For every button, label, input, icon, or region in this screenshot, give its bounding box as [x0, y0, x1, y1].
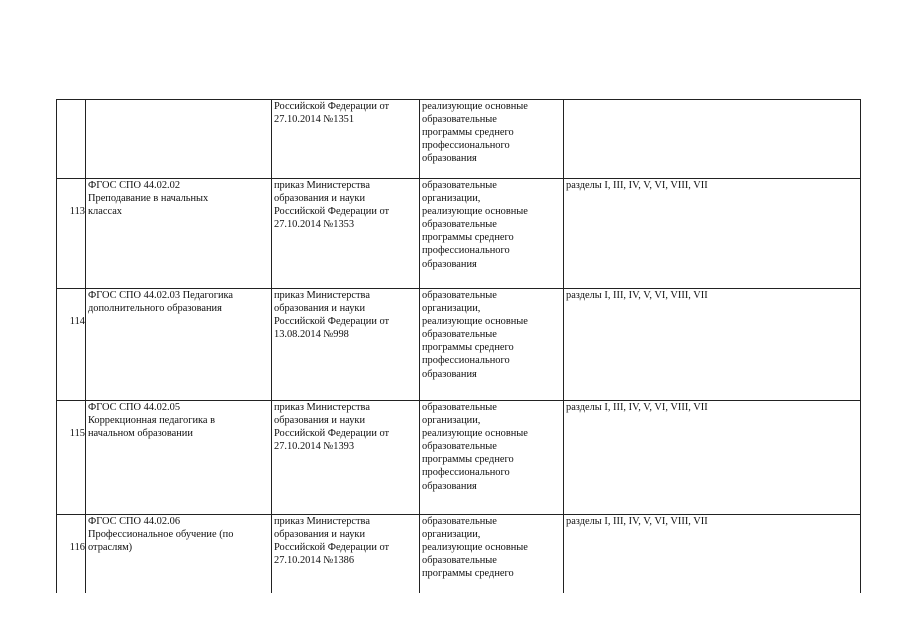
- sections-cell: [564, 100, 861, 179]
- row-number-cell: [57, 100, 86, 179]
- order-cell: Российской Федерации от 27.10.2014 №1351: [272, 100, 420, 179]
- standard-cell: [86, 100, 272, 179]
- standards-table: [56, 99, 861, 593]
- order-cell: приказ Министерства образования и науки Российской Федерации от 27.10.2014 №1393: [272, 401, 420, 515]
- row-number-cell: 114: [57, 289, 86, 401]
- organizations-cell: образовательные организации, реализующие основные образовательные программы среднего: [420, 515, 564, 594]
- organizations-cell: образовательные организации, реализующие основные образовательные программы среднего профессионального образования: [420, 401, 564, 515]
- table-row: [57, 289, 861, 401]
- row-number-cell: 115: [57, 401, 86, 515]
- sections-cell: разделы I, III, IV, V, VI, VIII, VII: [564, 289, 861, 401]
- sections-cell: разделы I, III, IV, V, VI, VIII, VII: [564, 515, 861, 594]
- order-cell: приказ Министерства образования и науки Российской Федерации от 13.08.2014 №998: [272, 289, 420, 401]
- order-cell: приказ Министерства образования и науки Российской Федерации от 27.10.2014 №1353: [272, 179, 420, 289]
- organizations-cell: реализующие основные образовательные программы среднего профессионального образования: [420, 100, 564, 179]
- order-cell: приказ Министерства образования и науки Российской Федерации от 27.10.2014 №1386: [272, 515, 420, 594]
- table-row: [57, 100, 861, 179]
- table-row: [57, 179, 861, 289]
- standard-cell: ФГОС СПО 44.02.03 Педагогика дополнительного образования: [86, 289, 272, 401]
- table-row: [57, 515, 861, 594]
- organizations-cell: образовательные организации, реализующие основные образовательные программы среднего профессионального образования: [420, 289, 564, 401]
- row-number-cell: 113: [57, 179, 86, 289]
- sections-cell: разделы I, III, IV, V, VI, VIII, VII: [564, 401, 861, 515]
- standard-cell: ФГОС СПО 44.02.06 Профессиональное обучение (по отраслям): [86, 515, 272, 594]
- standard-cell: ФГОС СПО 44.02.02 Преподавание в начальных классах: [86, 179, 272, 289]
- organizations-cell: образовательные организации, реализующие основные образовательные программы среднего профессионального образования: [420, 179, 564, 289]
- standard-cell: ФГОС СПО 44.02.05 Коррекционная педагогика в начальном образовании: [86, 401, 272, 515]
- row-number-cell: 116: [57, 515, 86, 594]
- table-row: [57, 401, 861, 515]
- sections-cell: разделы I, III, IV, V, VI, VIII, VII: [564, 179, 861, 289]
